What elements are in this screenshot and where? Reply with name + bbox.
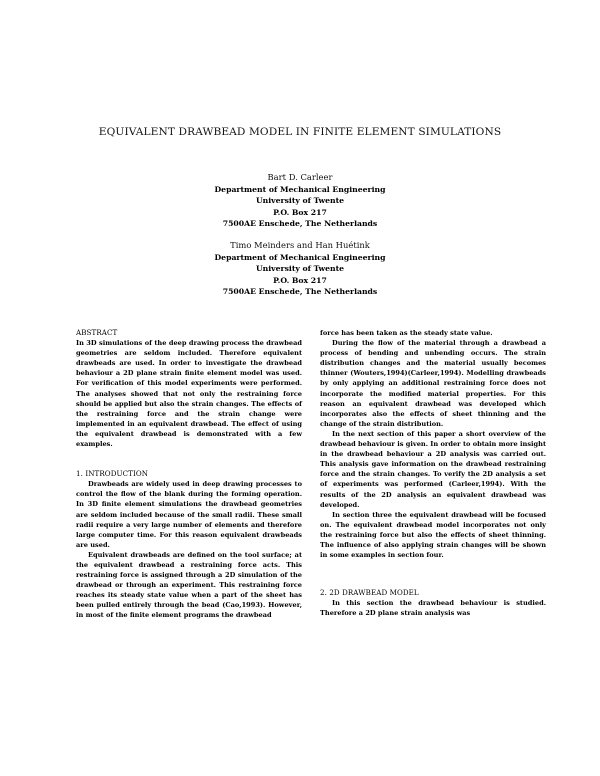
intro-paragraph-5: In the next section of this paper a short overview of the drawbead behaviour is given. In order to obtain more insight in the drawbead behaviour a 2D analysis was carried out. This analysis gave information on the drawbead restraining force and the strain changes. To verify the 2D analysis a set of experiments was performed (Carleer,1994). With the results of the 2D analysis an equivalent drawbead was developed.	[320, 429, 546, 509]
section-2-paragraph-1: In this section the drawbead behaviour is studied. Therefore a 2D plane strain analysis was	[320, 599, 546, 618]
author-university: University of Twente	[255, 264, 345, 274]
author-po-box: P.O. Box 217	[273, 207, 327, 217]
section-gap	[76, 449, 302, 469]
intro-paragraph-2: Equivalent drawbeads are defined on the tool surface; at the equivalent drawbead a restraining force acts. This restraining force is assigned through a 2D simulation of the drawbead or through an experiment. This restraining force reaches its steady state value when a part of the sheet has been pulled entirely through the bead (Cao,1993). However, in most of the finite element programs the drawbead	[76, 550, 302, 620]
author-po-box: P.O. Box 217	[273, 275, 327, 285]
paper-title: EQUIVALENT DRAWBEAD MODEL IN FINITE ELEMENT SIMULATIONS	[98, 126, 502, 138]
intro-paragraph-1: Drawbeads are widely used in deep drawing processes to control the flow of the blank during the forming operation. In 3D finite element simulations the drawbead geometries are seldom included because of the small radii. These small radii require a very large number of elements and therefore large computer time. For this reason equivalent drawbeads are used.	[76, 480, 302, 549]
intro-paragraph-3: force has been taken as the steady state value.	[320, 329, 493, 337]
author-name: Bart D. Carleer	[267, 172, 333, 182]
intro-paragraph-6: In section three the equivalent drawbead will be focused on. The equivalent drawbead model incorporates not only the restraining force but also the effects of sheet thinning. The influence of also applying strain changes will be shown in some examples in section four.	[320, 510, 546, 560]
right-column	[320, 328, 546, 618]
abstract-heading: ABSTRACT	[76, 328, 118, 337]
author-block-1	[0, 172, 600, 230]
author-university: University of Twente	[255, 196, 345, 206]
section-gap	[320, 560, 546, 588]
author-block-2	[0, 240, 600, 298]
abstract-text: In 3D simulations of the deep drawing process the drawbead geometries are seldom included. Therefore equivalent drawbeads are used. In order to investigate the drawbead behaviour a 2D plane strain finite element model was used. For verification of this model experiments were performed. The analyses showed that not only the restraining force should be applied but also the strain changes. The effects of the restraining force and the strain change were implemented in an equivalent drawbead. The effect of using the equivalent drawbead is demonstrated with a few examples.	[76, 339, 302, 449]
section-2-heading: 2. 2D DRAWBEAD MODEL	[320, 588, 419, 598]
left-column	[76, 328, 302, 621]
introduction-heading: 1. INTRODUCTION	[76, 469, 149, 479]
author-name: Timo Meinders and Han Huétink	[230, 240, 370, 250]
author-department: Department of Mechanical Engineering	[214, 252, 386, 262]
author-city: 7500AE Enschede, The Netherlands	[222, 219, 378, 229]
author-city: 7500AE Enschede, The Netherlands	[222, 287, 378, 297]
intro-paragraph-4: During the flow of the material through a drawbead a process of bending and unbending occurs. The strain distribution changes and the material usually becomes thinner (Wouters,1994)(Carleer,1994). Modelling drawbeads by only applying an additional restraining force does not incorporate the modified material properties. For this reason an equivalent drawbead was developed which incorporates also the effects of sheet thinning and the change of the strain distribution.	[320, 339, 546, 428]
author-department: Department of Mechanical Engineering	[214, 184, 386, 194]
